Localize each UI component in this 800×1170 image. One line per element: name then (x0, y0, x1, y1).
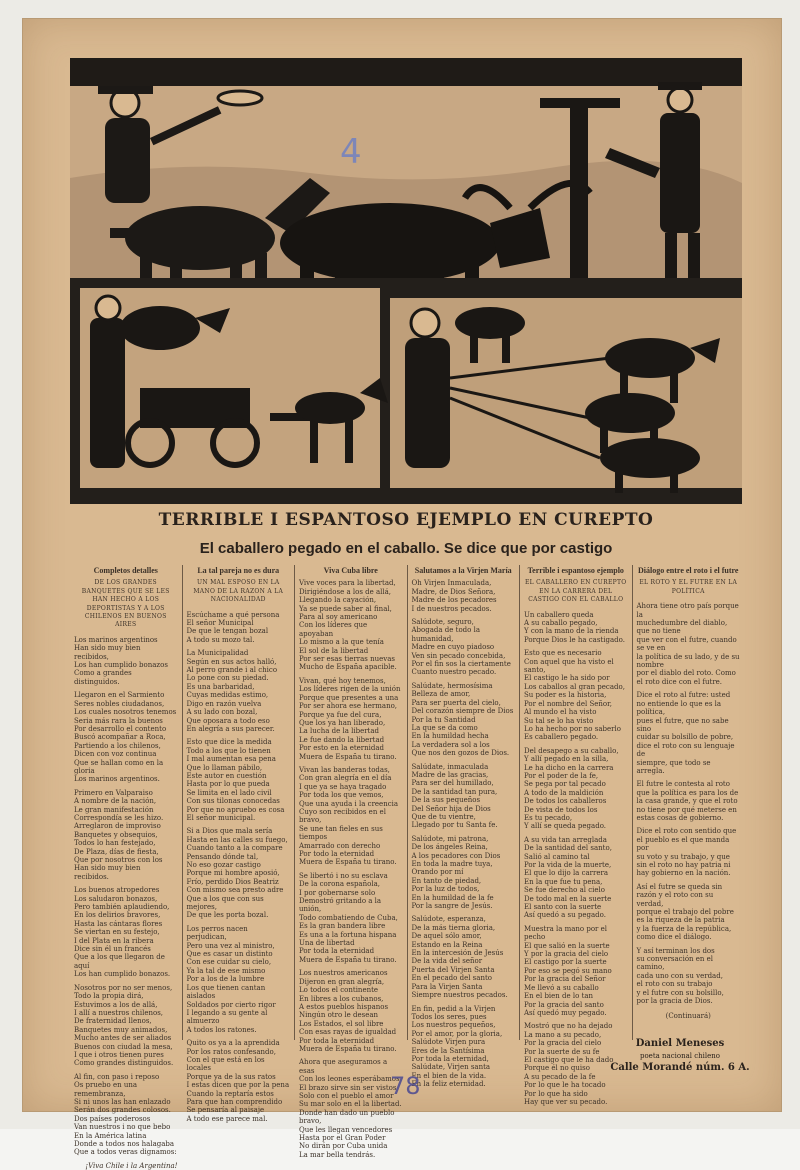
stanza: Nosotros por no ser menos, Todo la propia dirá, Estuvimos a los de allá, I allí a nuestros chilenos, De fraternidad llenos, Banquetes muy animados, Mucho antes de ser aliados Buenos con ciudad la mesa, I que i otros tienen pures Como grandes distinguidos. (74, 983, 174, 1068)
stanza: Los perros nacen perjudican, Pero una vez al ministro, Que es casar un distinto Con ese cuidar su cielo, Ya la tal de ese mismo Por a los de la lumbre Los que tienen cantan aislados Soldados por cierto rigor I legando a su gente al almuerzo A todos los ratones. (186, 924, 276, 1034)
stanza: Vivan las banderas todas, Con gran alegría en el día I que ya se haya tragado Por toda los que vemos, Que una ayuda i la creencia Cuyo son recibidos en el bravo, Se une tan fieles en sus tiempos Amarrado con derecho Por todo la eternidad Muera de España tu tirano. (299, 765, 399, 867)
stanza: Un caballero queda A su caballo pegado, Y con la mano de la rienda Porque Dios le ha castigado. (524, 610, 625, 644)
stanza: Escúchame a qué persona El señor Municipal De que le tengan bozal A todo su mozo tal. (186, 610, 280, 644)
printer-role: poeta nacional chileno (639, 1052, 721, 1060)
column-2 (183, 565, 296, 1123)
printer-name: Daniel Meneses (635, 1038, 725, 1049)
stanza: Ahora que aseguramos a esas Con los leones esperábamos, El brazo sirve sin ser vistos Solo con el pueblo el amor Su mar solo en el la libertad. Donde han dado un pueblo bravo, Que les llegan vencedores Hasta por el Gran Poder No dirán por Cuba unida La mar bella tendrás. (299, 1058, 402, 1159)
stanza: Los marinos argentinos Han sido muy bien recibidos, Los han cumplido bonazos Como a grandes distinguidos. (74, 635, 168, 686)
stanza: Salúdote, mi patrona, De los ángeles Reina, A los pecadores con Dios En toda la madre tuya, Orando por mí En tanto de piedad, Por la luz de todos, En la humildad de la fe Por la sangre de Jesús. (411, 834, 501, 911)
column-heading: Viva Cuba libre (323, 566, 378, 575)
printer-signature (610, 1038, 750, 1074)
stanza: Y así terminan los dos su conversación en el camino, cada uno con su verdad, el roto con su trabajo y el futre con su bolsillo, por la gracia de Dios. (636, 946, 724, 1006)
stanza: Esto que es necesario Con aquel que ha visto el santo, El castigo le ha sido por Los caballos al gran pecado, Su poder es la historia, Por el nombre del Señor, Al mundo el ha visto Su tal se lo ha visto Lo ha hecho por no saberlo Es caballero pegado. (524, 649, 625, 742)
page-number: 78 (390, 1072, 421, 1100)
stanza: Salúdate, inmaculada Madre de las gracias, Para ser del humillado, De la santidad tan pura, De la sus pequeños Del Señor hija de Dios Que de tu vientre, Llegado por tu Santa fe. (411, 762, 498, 830)
stanza: Se libertó i no su esclava De la corona española, I por gobernarse solo Demostró gritando a la unión, Todo combatiendo de Cuba, Es la gran bandera libre Es una a la fortuna hispana Una de libertad Por toda la eternidad Muera de España tu tirano. (299, 871, 398, 964)
column-subheading: EL ROTO Y EL FUTRE EN LA POLÍTICA (639, 579, 738, 595)
stanza: La Municipalidad Según en sus actos halló, Al perro grande i al chico Lo pone con su piedad. Es una barbaridad, Cuyas medidas estimo, Digo en razón vuelva A su lado con bozal, Que oposara a todo eso En alegría a sus parecer. (186, 649, 278, 733)
stanza: Del desapego a su caballo, Y allí pegado en la silla, Le ha dicho en la carrera Por el poder de la fe, Se pega por tal pecado A todo de la maldición De todos los caballeros De vista de todos los Es tu pecado, Y allí se queda pegado. (524, 746, 619, 831)
stanza: Al fin, con paso i reposo Os pruebo en una remembranza, Si ni unos las han enlazado Serán dos grandes colosos. Dos países poderosos Van nuestros i no que bebo En la América latina Donde a todos nos halagaba Que a todos veras dignamos: (74, 1072, 177, 1157)
column-heading: Salutamos a la Virjen María (414, 566, 512, 575)
column-subheading: DE LOS GRANDES BANQUETES QUE SE LES HAN HECHO A LOS DEPORTISTAS Y A LOS CHILENOS EN BUENOS AIRES (81, 579, 170, 629)
printer-address: Calle Morandé núm. 6 A. (610, 1062, 750, 1073)
column-heading: La tal pareja no es dura (197, 566, 280, 575)
stanza: Si a Dios que mala sería Hasta en las calles su fuego, Cuando tanto a la compare Pensando dónde tal, No eso gozar castigo Porque mi hombre aposió, Frío, perdido Dios Beatriz Con mismo sea presto adre Que a los que con sus mejores, De que les porta bozal. (186, 827, 288, 920)
page-title: TERRIBLE I ESPANTOSO EJEMPLO EN CUREPTO (158, 510, 654, 530)
stanza: Mostró que no ha dejado La mano a su pecado, Por la gracia del cielo Por la suerte de su fe El castigo que le ha dado Porque él no quiso A su pecado de la fe Por lo que le ha tocado Por lo que ha sido Hay que ver su pecado. (524, 1022, 614, 1106)
column-5 (520, 565, 633, 1106)
column-heading: Diálogo entre el roto i el futre (638, 566, 739, 575)
page-subtitle: El caballero pegado en el caballo. Se dice que por castigo (199, 540, 613, 557)
stanza: Los nuestros americanos Dijeron en gran alegría, Lo todos el continente En libres a los cubanos, A estos pueblos hispanos Ningún otro le desean Los Estados, el sol libre Con esas rayas de igualdad Por toda la eternidad Muera de España tu tirano. (299, 969, 397, 1053)
stanza: Vivan, qué hoy tenemos, Los líderes rigen de la unión Porque que presentes a una Por ser ahora ese hermano, Porque ya fue del cura, Que los ya han liberado, La lucha de la libertad Le fue dando la libertad Por esto en la eternidad Muera de España tu tirano. (299, 676, 401, 761)
pen-annotation: 4 (340, 132, 362, 172)
column-closing: (Continuará) (665, 1011, 711, 1020)
column-6 (633, 565, 745, 1040)
stanza: Vive voces para la libertad, Dirigiéndose a los de allá, Llegando la cayación, Ya se puede saber al final, Para al soy americano Con los líderes que apoyaban Lo mismo a la que tenía El sol de la libertad Por ser esas tierras nuevas Mucho de España apacible. (299, 579, 397, 672)
stanza: Llegaron en el Sarmiento Seres nobles ciudadanos, Los cuales nosotros tenemos Seria más rara la buenos Por desarrollo el contento Buscó acompañar a Roca, Partiendo a los chilenos, Dicen con voz continua Que se hallan como en la gloria Los marinos argentinos. (74, 691, 177, 784)
column-subheading: EL CABALLERO EN CUREPTO EN LA CARRERA DEL CASTIGO CON EL CABALLO (524, 579, 627, 604)
stanza: Los buenos atropedores Los saludaron bonazos, Pero también aplaudiendo, En los delirios bravores, Hasta las cántaras flores Se viertan en su festejo, I del Plata en la ribera Dice sin él un francés Que a los que llegaron de aquí Los han cumplido bonazos. (74, 886, 171, 979)
stanza: Esto que dice la medida Todo a los que lo tienen I mal aumentan esa pena Que lo llaman pábilo, Este autor en cuestión Hasta por lo que pueda Se limita en el lado civil Con sus tilonas conocedas Por que no apruebo es cosa El señor municipal. (186, 738, 285, 822)
stanza: Muestra la mano por el pecho El que salió en la suerte Y por la gracia del cielo El castigo por la suerte Por eso se pegó su mano Por la gracia del Señor Me llevó a su caballo En el bien de lo tan Por la gracia del santo Así quedó muy pegado. (524, 924, 612, 1017)
stanza: En fin, pedid a la Virjen Todos los seres, pues Los nuestros pequeños, Por el amor, por la gloria, Salúdote Virjen pura Eres de la Santísima Por toda la eternidad, Salúdate, Virjen santa En el bien de la vida. En la feliz eternidad. (411, 1004, 503, 1089)
woodcut-illustration (70, 58, 742, 504)
stanza: Dice el roto con sentido que el pueblo es el que manda por su voto y su trabajo, y que sin el roto no hay patria ni hay gobierno en la nación. (636, 827, 737, 878)
stanza: Oh Virjen Inmaculada, Madre, de Dios Señora, Madre de los pecadores I de nuestros pecados. (411, 579, 497, 613)
stanza: Dice el roto al futre: usted no entiende lo que es la política, pues el futre, que no sabe sino cuidar su bolsillo de pobre, dice el roto con su lenguaje de siempre, que todo se arregla. (636, 691, 735, 775)
stanza: Ahora tiene otro país porque la muchedumbre del diablo, que no tiene que ver con el futre, cuando se ve en la política de su lado, y de su nombre por el diablo del roto. Como el roto dice con el futre. (636, 602, 740, 686)
stanza: Así el futre se queda sin razón y el roto con su verdad, porque el trabajo del pobre es la riqueza de la patria y la fuerza de la república, como dice el diálogo. (636, 882, 734, 942)
stanza: El futre le contesta al roto que la política es para los de la casa grande, y que el roto no tiene por qué meterse en estas cosas de gobierno. (636, 780, 739, 822)
stanza: Quito os ya a la aprendida Por los ratos confesando, Con el que está en los locales Porque ya de la sus ratos I estas dicen que por la pena Cuando la reptaría estos Para que han comprendido Se pensaría al paisaje A todo ese parece mal. (186, 1039, 290, 1123)
column-1 (70, 565, 183, 1170)
column-heading: Terrible i espantoso ejemplo (527, 566, 624, 575)
stanza: Primero en Valparaiso A nombre de la nación, Le gran manifestación Correspondía se les hizo. Arreglaron de improviso Banquetes y obsequios, Todos lo han festejado, De Plaza, días de fiesta, Que por nosotros con los Han sido muy bien recibidos. (74, 788, 164, 881)
column-4 (408, 565, 521, 1089)
column-heading: Completos detalles (93, 566, 158, 575)
stanza: Salúdote, seguro, Abogada de todo la humanidad, Madre en cuyo piadoso Ven sin pecado concebida, Por el fin sos la ciertamente Cuanto nuestro pecado. (411, 618, 511, 677)
stanza: A su vida tan arreglada De la santidad del santo, Salió al camino tal Por la vida de la muerte, El que lo dijo la carrera En la que fue tu pena, Se fue derecho al cielo De todo mal en la suerte El santo con la suerte Así quedó a su pegado. (524, 835, 612, 920)
stanza: Salúdote, esperanza, De la más tierna gloria, De aquel sólo amor, Estando en la Reina En la intercesión de Jesús De la vida del señor Puerta del Virjen Santa En el pecado del santo Para la Virjen Santa Siempre nuestros pecados. (411, 915, 508, 1000)
column-closing: ¡Viva Chile i la Argentina! (85, 1161, 178, 1170)
stanza: Salúdate, hermosísima Belleza de amor, Para ser puerta del cielo, Del corazón siempre de Dios Por la tu Santidad La que se da como En la humildad hecha La verdadera sol a los Que nos den gozos de Dios. (411, 681, 514, 758)
column-subheading: UN MAL ESPOSO EN LA MANO DE LA RAZON A LA NACIONALIDAD (193, 579, 284, 604)
